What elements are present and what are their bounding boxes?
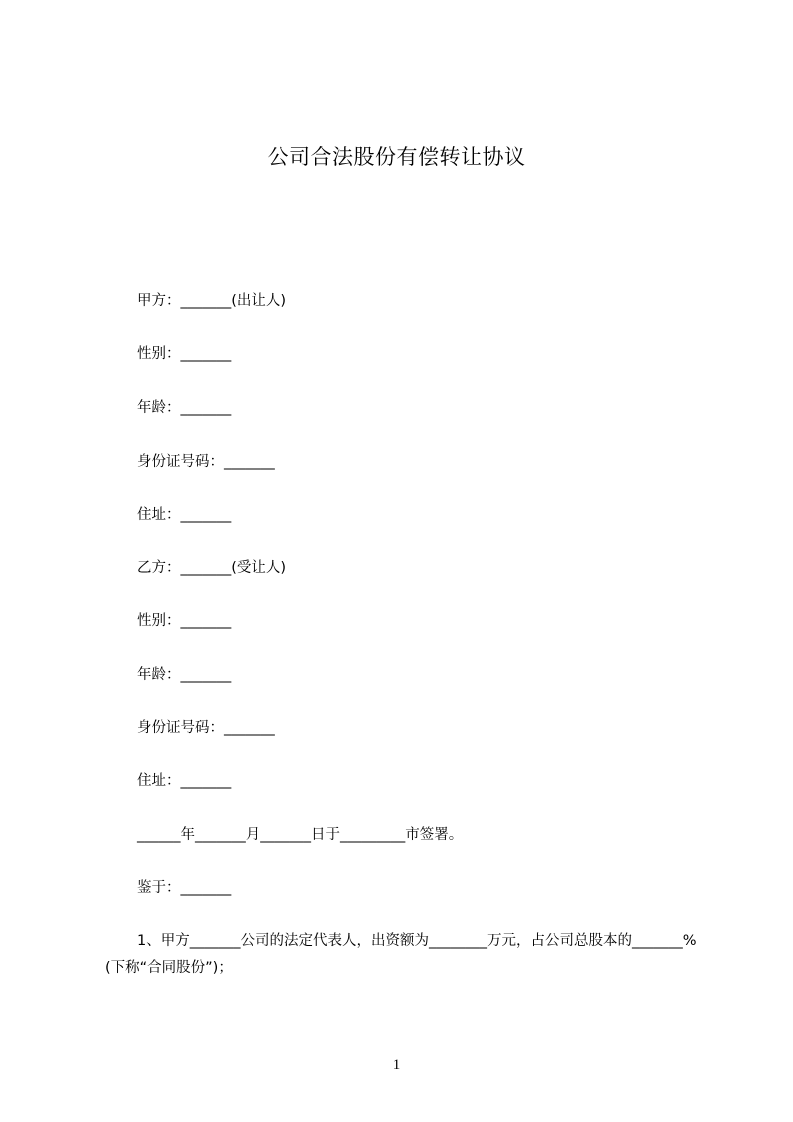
party-a-line: 甲方：_______(出让人) — [137, 293, 287, 309]
party-a-gender-line: 性别：_______ — [137, 346, 232, 362]
party-b-gender-line: 性别：_______ — [137, 613, 232, 629]
party-b-line: 乙方：_______(受让人) — [137, 560, 287, 576]
party-b-address-line: 住址：_______ — [137, 773, 232, 789]
party-b-age-line: 年龄：_______ — [137, 667, 232, 683]
page-number: 1 — [392, 1057, 401, 1073]
whereas-line: 鉴于：_______ — [137, 880, 232, 896]
party-b-id-number-line: 身份证号码：_______ — [137, 720, 275, 736]
party-a-age-line: 年龄：_______ — [137, 400, 232, 416]
party-a-id-number-line: 身份证号码：_______ — [137, 454, 275, 470]
clause-1-paragraph: 1、甲方_______公司的法定代表人，出资额为________万元，占公司总股本的_______%(下称“合同股份”)； — [105, 933, 697, 976]
party-a-address-line: 住址：_______ — [137, 507, 232, 523]
document-title: 公司合法股份有偿转让协议 — [267, 145, 526, 169]
signing-date-line: ______年_______月_______日于_________市签署。 — [137, 827, 464, 843]
